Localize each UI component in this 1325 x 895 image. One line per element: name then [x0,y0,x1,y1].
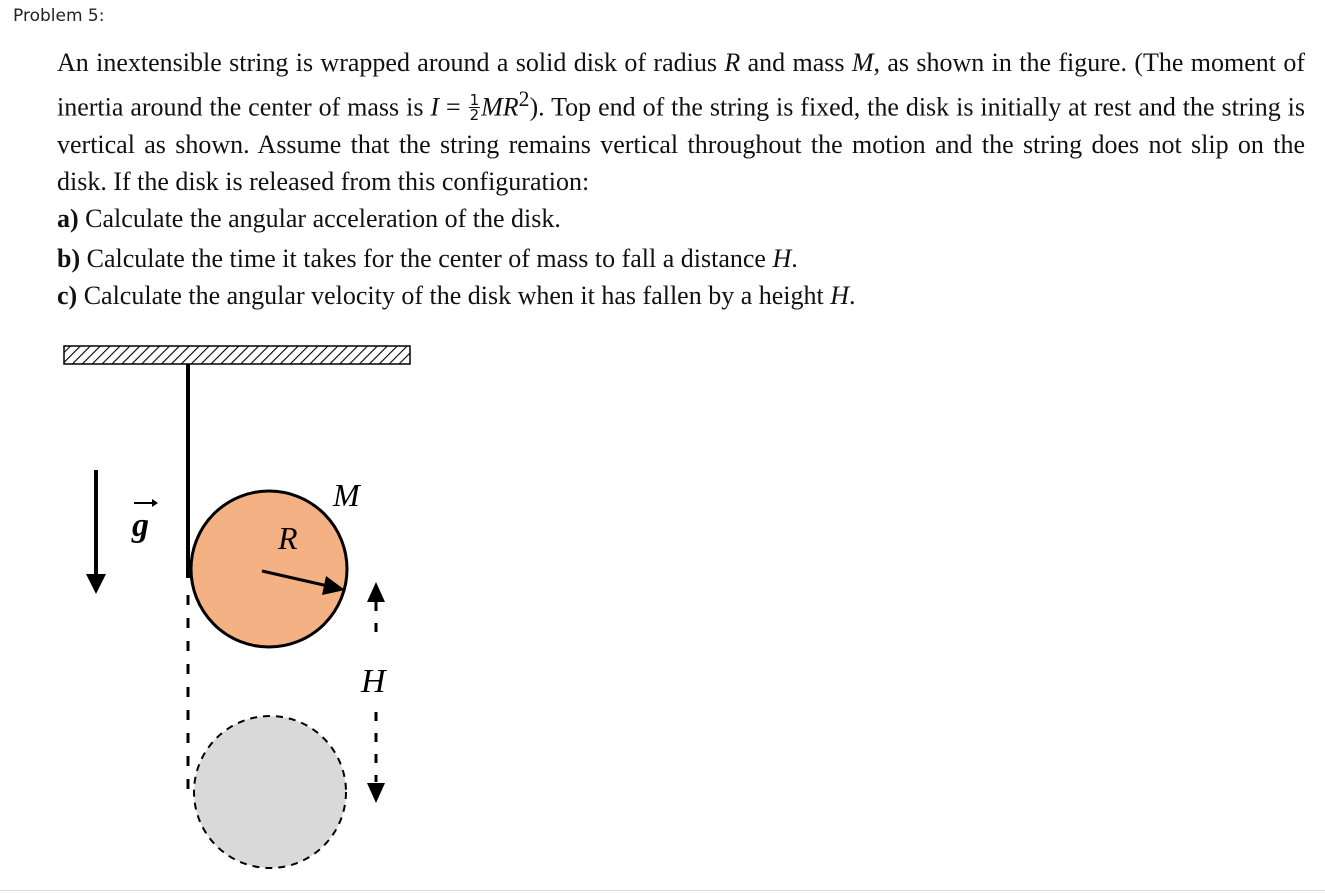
exponent: 2 [518,87,530,111]
mass-label: M [333,477,360,513]
bottom-divider [0,890,1325,891]
period: . [791,243,798,273]
disk [191,491,347,647]
fraction-denominator: 2 [469,106,480,125]
statement-text: , as shown in the figure. (The moment of inertia around the center of mass is [57,48,1305,122]
gravity-arrowhead [86,574,106,594]
displaced-disk [194,716,346,868]
ceiling-support [64,346,410,364]
period: . [849,280,856,310]
question-c-text: Calculate the angular velocity of the disk when it has fallen by a height [77,280,831,310]
statement-text: ). Top end of the string is fixed, the disk is initially at rest and the string is vertical as shown. Assume that the string remains vertical throughout the motion and the string does not slip on the disk. If the disk is released from this configuration: [57,92,1305,196]
radius-symbol: R [724,48,741,77]
statement-text: An inextensible string is wrapped around a solid disk of radius [57,48,725,77]
height-symbol: H [830,280,850,310]
height-label: H [361,663,386,700]
question-a-label: a) [57,203,79,233]
mr-symbol: MR [481,92,519,122]
question-b-text: Calculate the time it takes for the center of mass to fall a distance [80,243,773,273]
vector-bar-head [152,499,158,507]
radius-label: R [278,520,298,556]
mass-symbol: M [851,48,874,77]
fraction-numerator: 1 [469,91,480,110]
height-symbol: H [772,243,792,273]
gravity-label: g [132,507,149,544]
problem-heading: Problem 5: [13,6,105,26]
statement-text: and mass [740,48,852,77]
height-arrow-up [367,582,385,602]
question-c-label: c) [57,280,78,310]
height-arrow-down [367,783,385,803]
equals-sign: = [439,92,468,122]
question-a-text: Calculate the angular acceleration of the disk. [78,203,561,233]
inertia-symbol: I [430,92,440,122]
question-b-label: b) [57,243,81,273]
